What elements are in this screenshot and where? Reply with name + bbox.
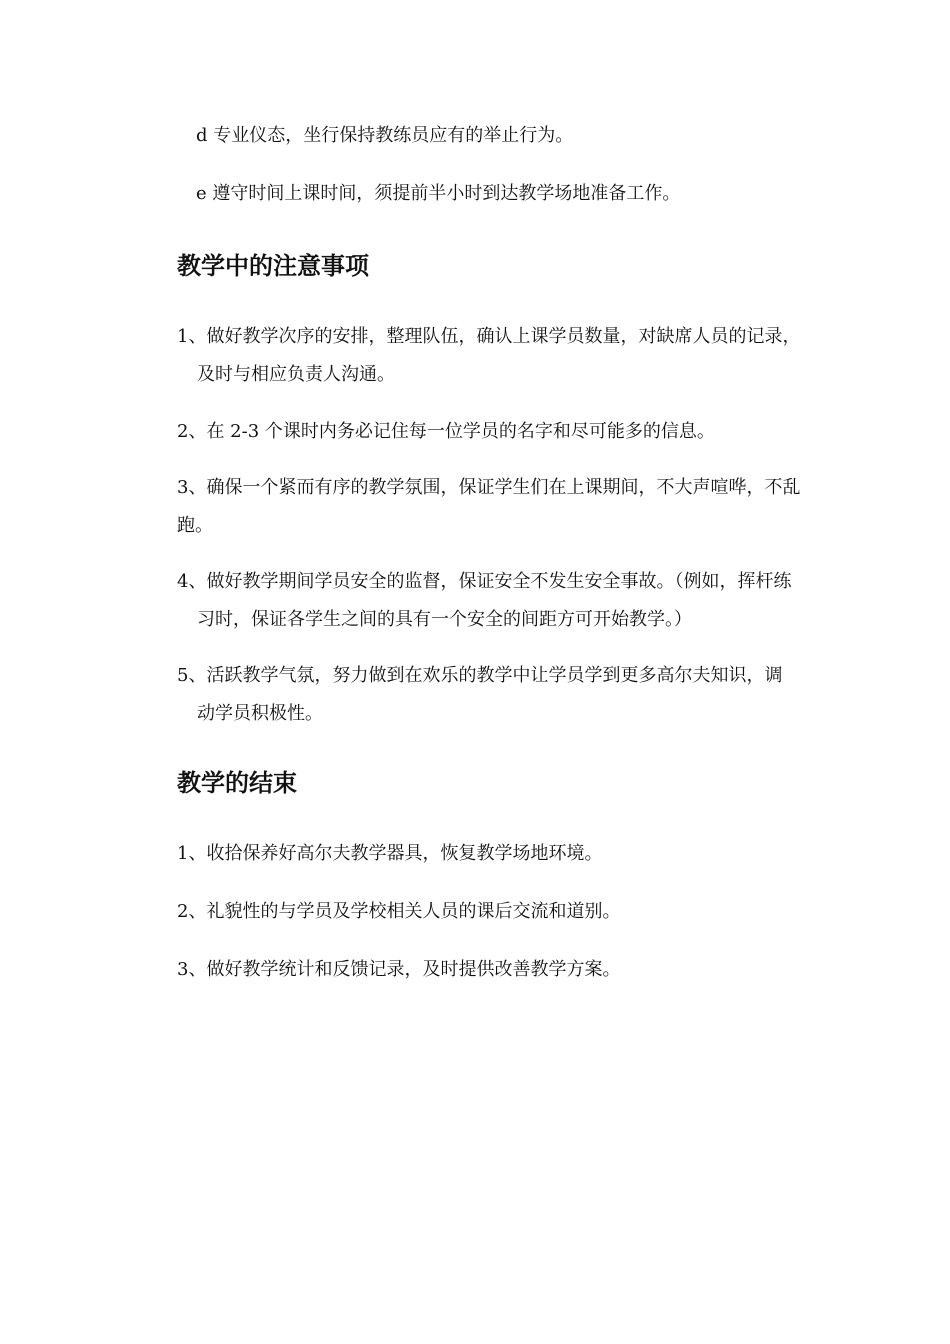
list-item-line: 3、确保一个紧而有序的教学氛围，保证学生们在上课期间，不大声喧哗，不乱 bbox=[177, 477, 801, 498]
list-item-line: 5、活跃教学气氛，努力做到在欢乐的教学中让学员学到更多高尔夫知识，调 bbox=[177, 665, 783, 686]
list-item-line: 4、做好教学期间学员安全的监督，保证安全不发生安全事故。（例如，挥杆练 bbox=[177, 571, 792, 592]
list-item-line: 2、礼貌性的与学员及学校相关人员的课后交流和道别。 bbox=[177, 901, 621, 922]
list-item-continuation: 跑。 bbox=[177, 515, 213, 536]
section-heading-precautions: 教学中的注意事项 bbox=[177, 251, 369, 280]
list-item-line: 3、做好教学统计和反馈记录，及时提供改善教学方案。 bbox=[177, 959, 621, 980]
intro-item-e: e 遵守时间上课时间，须提前半小时到达教学场地准备工作。 bbox=[196, 183, 681, 204]
list-item-continuation: 习时，保证各学生之间的具有一个安全的间距方可开始教学。） bbox=[197, 609, 692, 630]
list-item bbox=[177, 657, 817, 733]
list-item-continuation: 及时与相应负责人沟通。 bbox=[197, 364, 395, 385]
list-item bbox=[177, 469, 817, 545]
list-item bbox=[177, 563, 817, 639]
list-item-line: 1、做好教学次序的安排，整理队伍，确认上课学员数量，对缺席人员的记录， bbox=[177, 326, 801, 347]
list-item bbox=[177, 413, 817, 451]
list-item bbox=[177, 318, 817, 394]
list-item-continuation: 动学员积极性。 bbox=[197, 703, 323, 724]
list-item-line: 2、在 2-3 个课时内务必记住每一位学员的名字和尽可能多的信息。 bbox=[177, 421, 715, 442]
list-item bbox=[177, 951, 817, 989]
list-item-line: 1、收拾保养好高尔夫教学器具，恢复教学场地环境。 bbox=[177, 843, 603, 864]
list-item bbox=[177, 893, 817, 931]
intro-item-d: d 专业仪态，坐行保持教练员应有的举止行为。 bbox=[196, 125, 574, 146]
section-heading-ending: 教学的结束 bbox=[177, 768, 297, 797]
list-item bbox=[177, 835, 817, 873]
